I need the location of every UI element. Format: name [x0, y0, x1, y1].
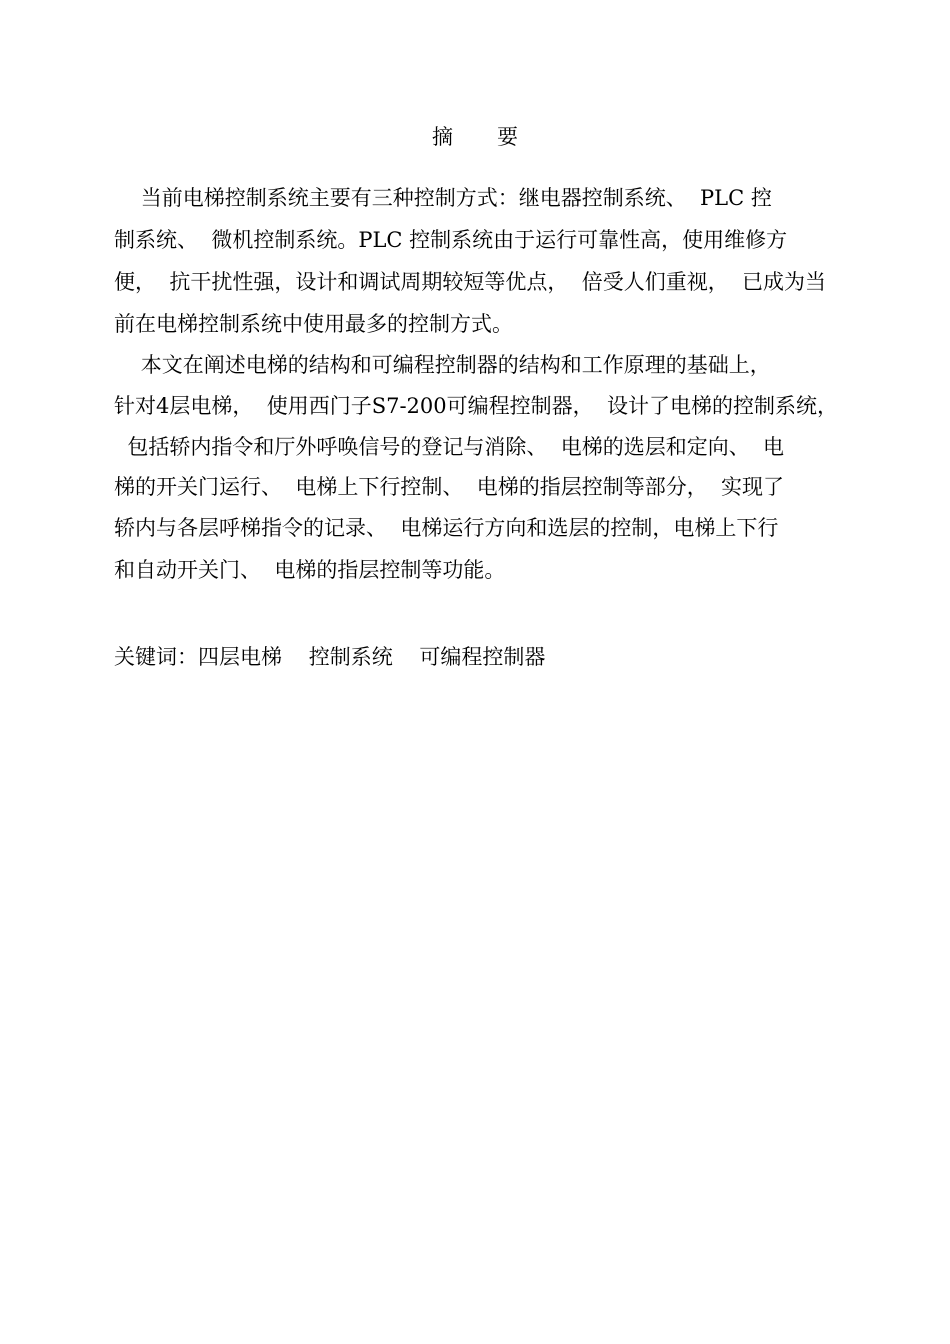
paragraph-2-line-5: 轿内与各层呼梯指令的记录、 电梯运行方向和选层的控制，电梯上下行 — [114, 516, 779, 540]
paragraph-2-line-2: 针对4层电梯， 使用西门子S7-200可编程控制器， 设计了电梯的控制系统， — [114, 394, 838, 418]
paragraph-1-line-2: 制系统、 微机控制系统。PLC 控制系统由于运行可靠性高，使用维修方 — [114, 228, 788, 252]
paragraph-2-line-4: 梯的开关门运行、 电梯上下行控制、 电梯的指层控制等部分， 实现了 — [114, 475, 785, 499]
paragraph-2-line-6: 和自动开关门、 电梯的指层控制等功能。 — [114, 558, 506, 582]
keywords-line: 关键词：四层电梯 控制系统 可编程控制器 — [114, 645, 546, 669]
paragraph-1-line-4: 前在电梯控制系统中使用最多的控制方式。 — [114, 312, 513, 336]
paragraph-2-line-3: 包括轿内指令和厅外呼唤信号的登记与消除、 电梯的选层和定向、 电 — [114, 435, 785, 459]
paragraph-2-line-1: 本文在阐述电梯的结构和可编程控制器的结构和工作原理的基础上， — [114, 353, 771, 377]
paragraph-1-line-3: 便， 抗干扰性强，设计和调试周期较短等优点， 倍受人们重视， 已成为当 — [114, 270, 827, 294]
abstract-title: 摘要 — [432, 125, 562, 149]
paragraph-1-line-1: 当前电梯控制系统主要有三种控制方式：继电器控制系统、 PLC 控 — [114, 186, 772, 210]
